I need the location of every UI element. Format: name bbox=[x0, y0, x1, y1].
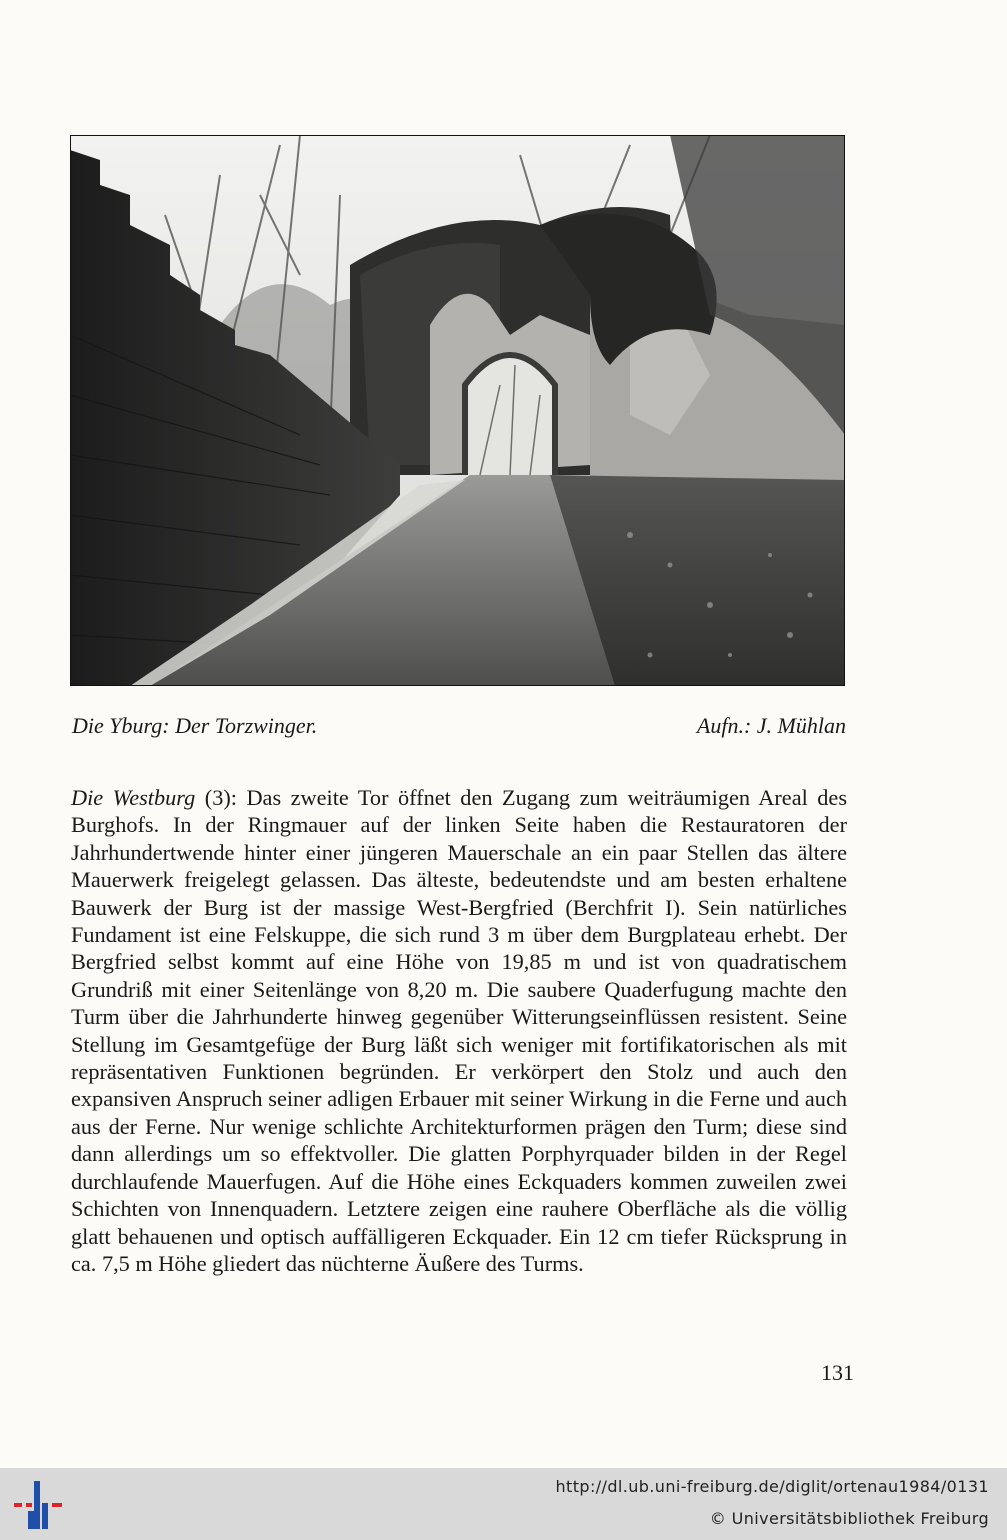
caption-title: Die Yburg: Der Torzwinger. bbox=[72, 713, 318, 738]
paragraph-text: (3): Das zweite Tor öffnet den Zugang zum weiträumigen Areal des Burghofs. In der Ringmauer auf der linken Seite haben die Restauratoren der Jahrhundertwende hinter einer jüngeren Mauerschale an ein paar Stellen das ältere Mauerwerk freigelegt gelassen. Das älteste, bedeutendste und am besten erhaltene Bauwerk der Burg ist der massige West-Bergfried (Berchfrit I). Sein natürliches Fundament ist eine Felskuppe, die sich rund 3 m über dem Burgplateau erhebt. Der Bergfried selbst kommt auf eine Höhe von 19,85 m und ist von quadratischem Grundriß mit einer Seitenlänge von 8,20 m. Die saubere Quaderfugung machte den Turm über die Jahrhunderte hinweg gegenüber Witterungseinflüssen resistent. Seine Stellung im Gesamtgefüge der Burg läßt sich weniger mit fortifikatorischen als mit repräsentativen Funktionen begründen. Er verkörpert den Stolz und auch den expansiven Anspruch seiner adligen Erbauer mit seiner Wirkung in die Ferne und auch aus der Ferne. Nur wenige schlichte Architekturformen prägen den Turm; diese sind dann allerdings um so effektvoller. Die glatten Porphyrquader bilden in der Regel durchlaufende Mauerfugen. Auf die Höhe eines Eckquaders kommen zuweilen zwei Schichten von Innenquadern. Letztere zeigen eine rauhere Oberfläche als die völlig glatt behauenen und optisch auffälligeren Eckquader. Ein 12 cm tiefer Rücksprung in ca. 7,5 m Höhe gliedert das nüchterne Äußere des Turms. bbox=[71, 785, 848, 1276]
copyright-notice: © Universitätsbibliothek Freiburg bbox=[709, 1509, 989, 1528]
library-footer bbox=[0, 1468, 1007, 1540]
caption-credit: Aufn.: J. Mühlan bbox=[696, 713, 846, 738]
photograph-castle-gate bbox=[70, 135, 845, 686]
page-number: 131 bbox=[821, 1360, 854, 1385]
photo-illustration bbox=[70, 135, 845, 686]
paragraph bbox=[71, 784, 847, 1277]
section-lead-heading: Die Westburg bbox=[71, 785, 196, 810]
body-paragraph bbox=[71, 784, 847, 1277]
source-url[interactable]: http://dl.ub.uni-freiburg.de/diglit/ortenau1984/0131 bbox=[555, 1477, 989, 1496]
ub-freiburg-logo-icon bbox=[12, 1479, 64, 1531]
